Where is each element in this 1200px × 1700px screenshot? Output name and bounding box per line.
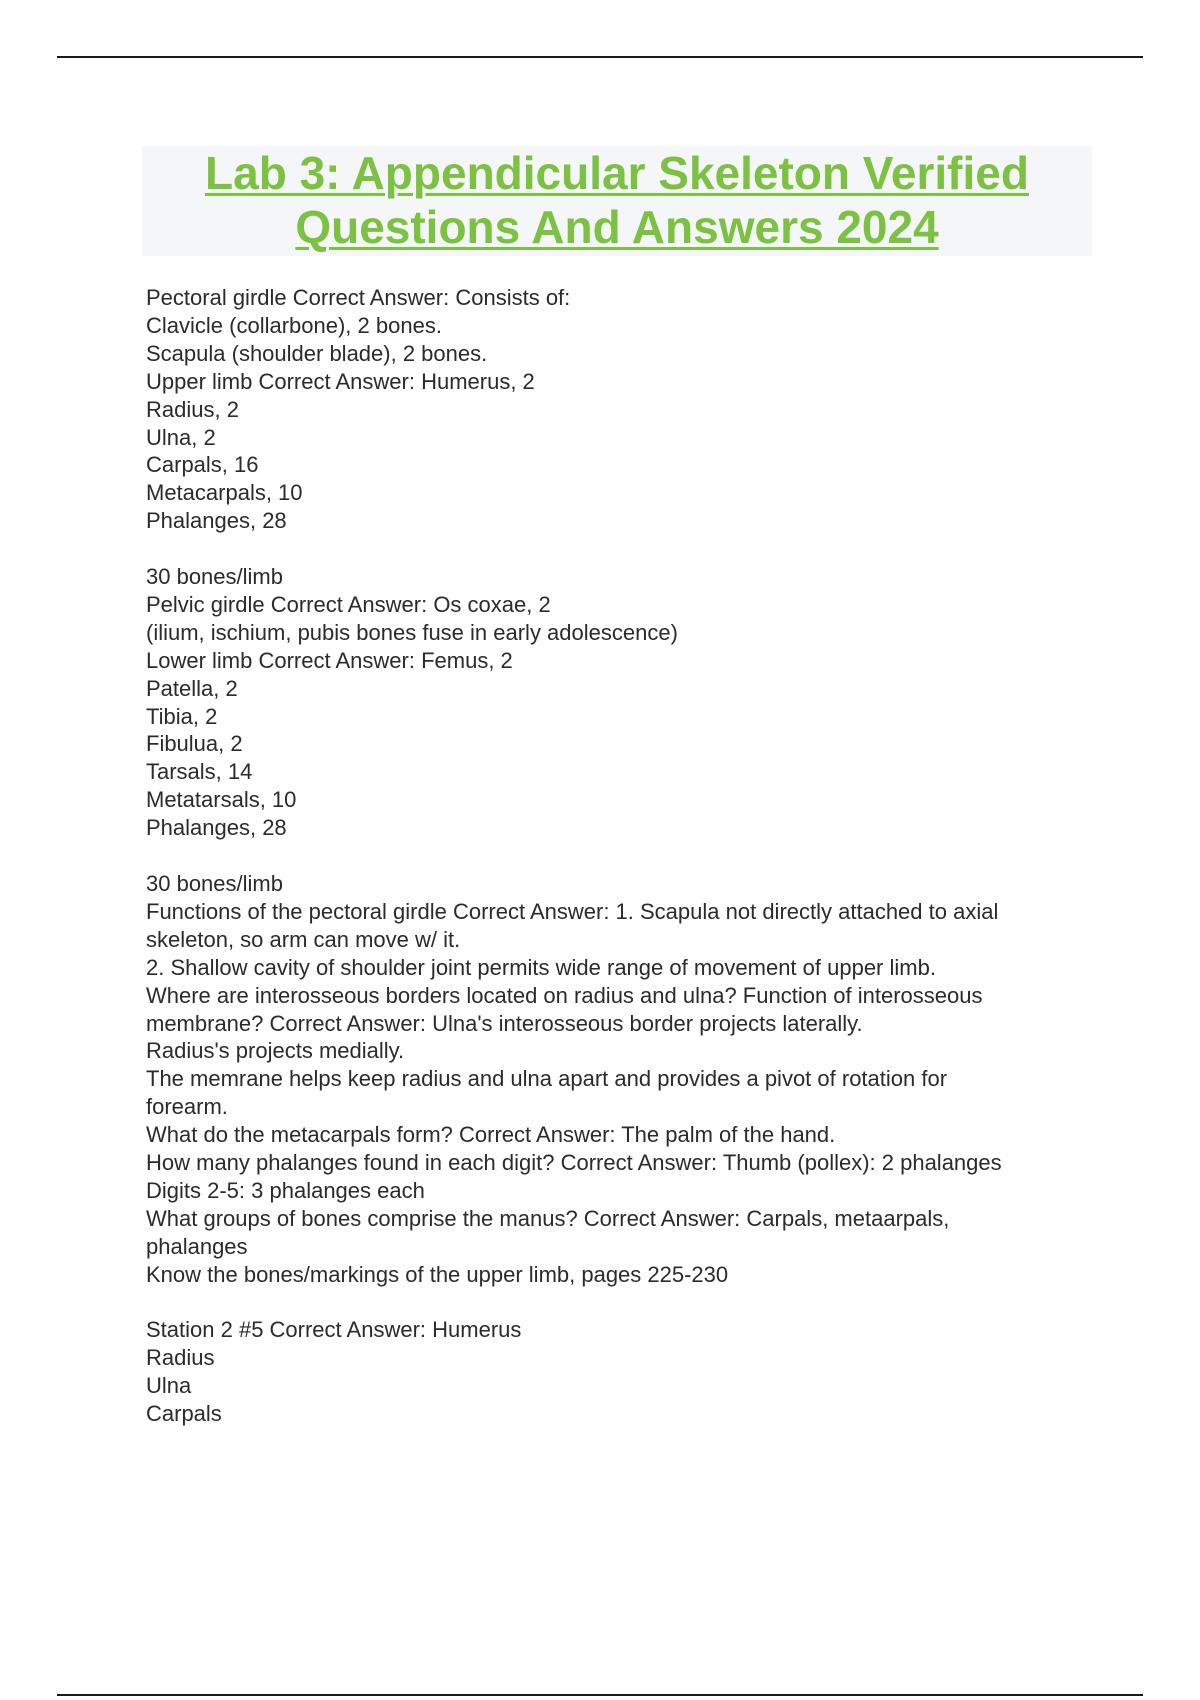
text-line: Know the bones/markings of the upper limb, pages 225-230 (146, 1261, 729, 1287)
text-line: How many phalanges found in each digit? Correct Answer: Thumb (pollex): 2 phalanges (146, 1150, 1002, 1176)
blank-line (146, 842, 1106, 870)
text-line: Pelvic girdle Correct Answer: Os coxae, 2 (146, 591, 551, 617)
text-line: Ulna (146, 1373, 192, 1399)
text-line: Tarsals, 14 (146, 759, 253, 785)
text-line: Pectoral girdle Correct Answer: Consists of: (146, 285, 571, 310)
text-line: Station 2 #5 Correct Answer: Humerus (146, 1317, 522, 1343)
text-line: Metatarsals, 10 (146, 787, 297, 813)
text-line: (ilium, ischium, pubis bones fuse in early adolescence) (146, 619, 678, 645)
title-box (142, 146, 1092, 256)
text-line: phalanges (146, 1233, 248, 1259)
text-line: Radius's projects medially. (146, 1038, 405, 1064)
document-title (142, 146, 1092, 254)
text-line: Digits 2-5: 3 phalanges each (146, 1177, 425, 1203)
text-line: Scapula (shoulder blade), 2 bones. (146, 340, 488, 366)
document-body (146, 284, 1106, 1428)
text-line: Tibia, 2 (146, 703, 218, 729)
text-line: Functions of the pectoral girdle Correct Answer: 1. Scapula not directly attached to axial (146, 898, 999, 924)
blank-line (146, 1289, 1106, 1317)
text-line: Patella, 2 (146, 675, 238, 701)
text-line: Phalanges, 28 (146, 508, 287, 534)
text-line: What do the metacarpals form? Correct Answer: The palm of the hand. (146, 1122, 836, 1148)
text-line: 30 bones/limb (146, 564, 283, 590)
bottom-rule (57, 1694, 1143, 1696)
text-line: Lower limb Correct Answer: Femus, 2 (146, 647, 513, 673)
text-line: Clavicle (collarbone), 2 bones. (146, 312, 442, 338)
text-line: forearm. (146, 1094, 228, 1120)
text-line: Phalanges, 28 (146, 815, 287, 841)
text-line: skeleton, so arm can move w/ it. (146, 926, 461, 952)
text-line: Upper limb Correct Answer: Humerus, 2 (146, 368, 535, 394)
text-line: Where are interosseous borders located on radius and ulna? Function of interosseous (146, 982, 983, 1008)
text-line: Radius, 2 (146, 396, 239, 422)
text-line: Ulna, 2 (146, 424, 216, 450)
text-line: The memrane helps keep radius and ulna apart and provides a pivot of rotation for (146, 1066, 948, 1092)
text-line: membrane? Correct Answer: Ulna's interosseous border projects laterally. (146, 1010, 863, 1036)
text-line: Carpals (146, 1401, 222, 1427)
text-line: What groups of bones comprise the manus? Correct Answer: Carpals, metaarpals, (146, 1205, 950, 1231)
text-line: Metacarpals, 10 (146, 480, 303, 506)
title-line-2: Questions And Answers 2024 (295, 201, 939, 253)
text-line: Radius (146, 1345, 215, 1371)
top-rule (57, 56, 1143, 58)
title-line-1: Lab 3: Appendicular Skeleton Verified (205, 147, 1029, 199)
text-line: Fibulua, 2 (146, 731, 243, 757)
text-line: Carpals, 16 (146, 452, 259, 478)
text-line: 2. Shallow cavity of shoulder joint permits wide range of movement of upper limb. (146, 954, 936, 980)
text-line: 30 bones/limb (146, 871, 283, 896)
blank-line (146, 535, 1106, 563)
